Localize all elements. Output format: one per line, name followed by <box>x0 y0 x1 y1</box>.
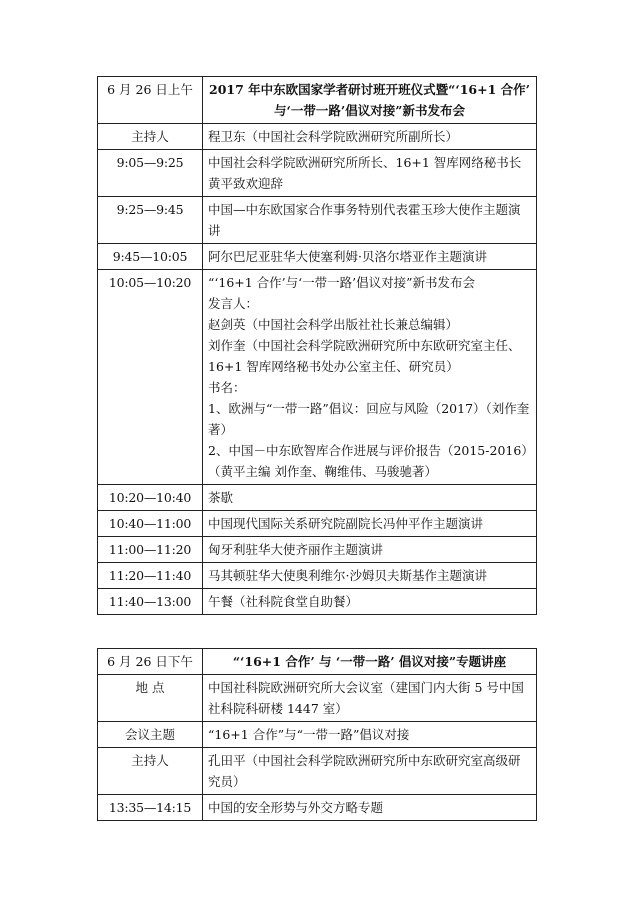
time-cell: 11:20—11:40 <box>98 563 203 589</box>
time-cell: 11:00—11:20 <box>98 537 203 563</box>
table-row <box>98 511 537 537</box>
date-cell <box>98 77 203 124</box>
row-label: 会议主题 <box>98 722 203 748</box>
content-cell: 匈牙利驻华大使齐丽作主题演讲 <box>203 537 537 563</box>
content-cell: 中国社科院欧洲研究所大会议室（建国门内大街 5 号中国社科院科研楼 1447 室） <box>203 675 537 722</box>
launch-line: 刘作奎（中国社会科学院欧洲研究所中东欧研究室主任、16+1 智库网络秘书处办公室主任、研究员） <box>208 338 521 374</box>
table-row <box>98 244 537 270</box>
table-row <box>98 795 537 821</box>
table-row <box>98 748 537 795</box>
launch-line: “‘16+1 合作’与‘一带一路’倡议对接”新书发布会 <box>208 275 475 290</box>
launch-line: 1、欧洲与“一带一路”倡议：回应与风险（2017）（刘作奎著） <box>208 401 530 437</box>
time-cell: 9:25—9:45 <box>98 197 203 244</box>
table-row <box>98 270 537 485</box>
time-cell: 11:40—13:00 <box>98 589 203 615</box>
host-label: 主持人 <box>98 124 203 150</box>
content-cell: 阿尔巴尼亚驻华大使塞利姆·贝洛尔塔亚作主题演讲 <box>203 244 537 270</box>
content-cell: 茶歇 <box>203 485 537 511</box>
time-cell: 9:05—9:25 <box>98 150 203 197</box>
table-row <box>98 563 537 589</box>
launch-line: 书名： <box>208 380 246 395</box>
table-row <box>98 675 537 722</box>
table-row <box>98 589 537 615</box>
table-row <box>98 537 537 563</box>
table-row <box>98 485 537 511</box>
content-cell: “16+1 合作”与“一带一路”倡议对接 <box>203 722 537 748</box>
morning-schedule-table <box>97 76 537 615</box>
session-title: “‘16+1 合作’ 与 ‘一带一路’ 倡议对接”专题讲座 <box>203 649 537 675</box>
date-text: 6 月 26 日上午 <box>107 82 193 97</box>
table-row <box>98 77 537 124</box>
table-row <box>98 649 537 675</box>
table-row <box>98 124 537 150</box>
launch-line: 发言人： <box>208 296 259 311</box>
launch-line: 2、中国－中东欧智库合作进展与评价报告（2015-2016）（黄平主编 刘作奎、鞠维伟、马骏驰著） <box>208 443 528 479</box>
time-cell: 9:45—10:05 <box>98 244 203 270</box>
host-value: 程卫东（中国社会科学院欧洲研究所副所长） <box>203 124 537 150</box>
afternoon-schedule-table <box>97 648 537 821</box>
launch-line: 赵剑英（中国社会科学出版社社长兼总编辑） <box>208 317 459 332</box>
table-row <box>98 722 537 748</box>
time-cell: 10:20—10:40 <box>98 485 203 511</box>
title-line: 2017 年中东欧国家学者研讨班开班仪式暨“‘16+1 合作’ <box>209 82 530 97</box>
content-cell: 孔田平（中国社会科学院欧洲研究所中东欧研究室高级研究员） <box>203 748 537 795</box>
session-title <box>203 77 537 124</box>
book-launch-cell <box>203 270 537 485</box>
title-line: 与‘一带一路’倡议对接”新书发布会 <box>274 103 465 118</box>
table-row <box>98 197 537 244</box>
content-cell: 中国社会科学院欧洲研究所所长、16+1 智库网络秘书长黄平致欢迎辞 <box>203 150 537 197</box>
content-cell: 午餐（社科院食堂自助餐） <box>203 589 537 615</box>
row-label: 地 点 <box>98 675 203 722</box>
date-cell: 6 月 26 日下午 <box>98 649 203 675</box>
content-cell: 马其顿驻华大使奥利维尔·沙姆贝夫斯基作主题演讲 <box>203 563 537 589</box>
content-cell: 中国现代国际关系研究院副院长冯仲平作主题演讲 <box>203 511 537 537</box>
table-row <box>98 150 537 197</box>
content-cell: 中国的安全形势与外交方略专题 <box>203 795 537 821</box>
time-cell: 10:05—10:20 <box>98 270 203 485</box>
content-cell: 中国—中东欧国家合作事务特别代表霍玉珍大使作主题演讲 <box>203 197 537 244</box>
row-label: 主持人 <box>98 748 203 795</box>
time-cell: 13:35—14:15 <box>98 795 203 821</box>
time-cell: 10:40—11:00 <box>98 511 203 537</box>
